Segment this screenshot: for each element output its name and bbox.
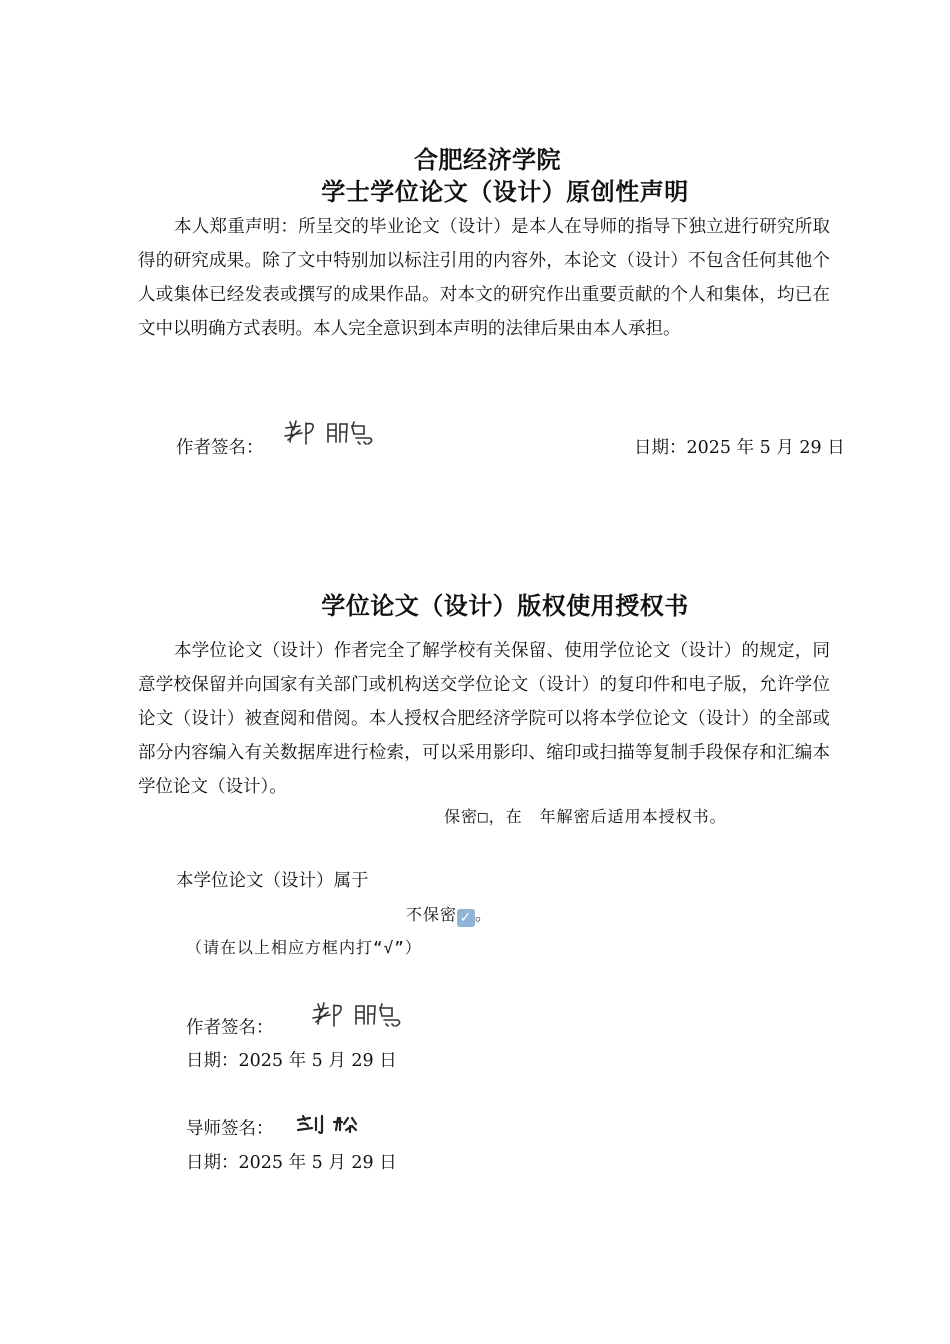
not-secret-label: 不保密 bbox=[406, 905, 458, 924]
declaration-body: 本人郑重声明：所呈交的毕业论文（设计）是本人在导师的指导下独立进行研究所取得的研究成果。除了文中特别加以标注引用的内容外，本论文（设计）不包含任何其他个人或集体已经发表或撰写的成果作品。对本文的研究作出重要贡献的个人和集体，均已在文中以明确方式表明。本人完全意识到本声明的法律后果由本人承担。 bbox=[138, 217, 830, 339]
advisor-sign-label: 导师签名： bbox=[186, 1119, 274, 1139]
school-title: 合肥经济学院 bbox=[414, 145, 561, 174]
authorization-title: 学位论文（设计）版权使用授权书 bbox=[321, 591, 689, 620]
author-signature-2 bbox=[310, 998, 410, 1030]
instruction-text: （请在以上相应方框内打“√”） bbox=[186, 938, 422, 957]
not-secret-end: 。 bbox=[475, 905, 493, 924]
author-sign-label-2: 作者签名： bbox=[186, 1018, 274, 1038]
not-secret-line bbox=[406, 902, 492, 927]
advisor-signature bbox=[294, 1112, 384, 1136]
declaration-title: 学士学位论文（设计）原创性声明 bbox=[321, 177, 689, 206]
advisor-date: 日期：2025 年 5 月 29 日 bbox=[186, 1153, 397, 1173]
checkbox-checked-icon: ✓ bbox=[457, 909, 475, 927]
secret-line: 保密□，在 年解密后适用本授权书。 bbox=[444, 807, 727, 826]
author-sign-label: 作者签名： bbox=[176, 438, 264, 458]
belongs-to: 本学位论文（设计）属于 bbox=[176, 871, 369, 891]
author-date-2: 日期：2025 年 5 月 29 日 bbox=[186, 1051, 397, 1071]
author-signature-1 bbox=[282, 416, 382, 448]
authorization-body: 本学位论文（设计）作者完全了解学校有关保留、使用学位论文（设计）的规定，同意学校保留并向国家有关部门或机构送交学位论文（设计）的复印件和电子版，允许学位论文（设计）被查阅和借阅。本人授权合肥经济学院可以将本学位论文（设计）的全部或部分内容编入有关数据库进行检索，可以采用影印、缩印或扫描等复制手段保存和汇编本学位论文（设计）。 bbox=[138, 641, 830, 797]
declaration-date: 日期：2025 年 5 月 29 日 bbox=[634, 438, 845, 458]
